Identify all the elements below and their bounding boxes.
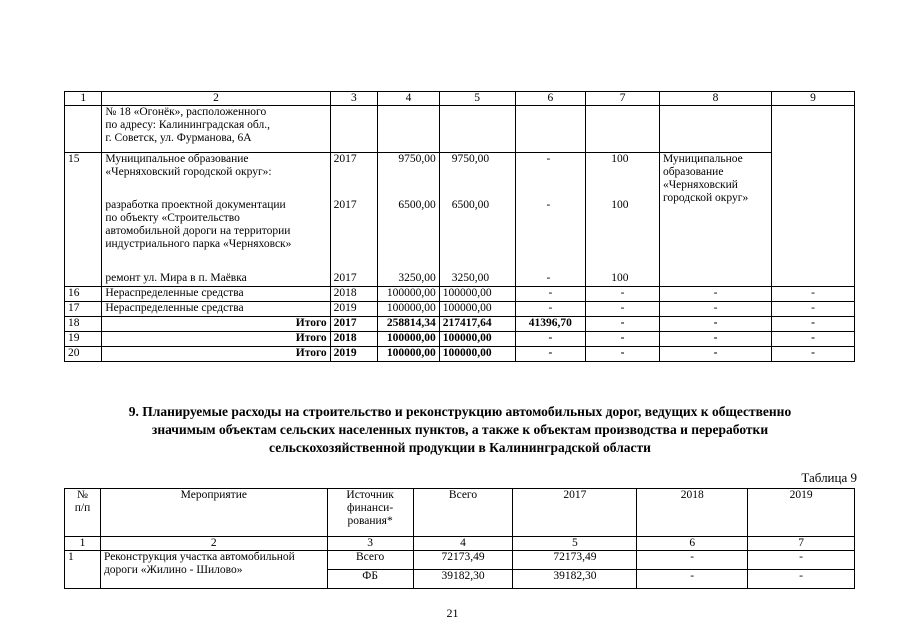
total-row: 19 Итого 2018 100000,00 100000,00 - - - - xyxy=(65,332,855,347)
col-number: 7 xyxy=(586,92,660,106)
row-number: 15 xyxy=(65,153,102,287)
continuation-row xyxy=(65,106,855,153)
table-row-15 xyxy=(65,153,855,287)
col-number: 5 xyxy=(439,92,515,106)
row15-col7: 100 100 100 xyxy=(586,153,660,287)
col-number: 9 xyxy=(772,92,855,106)
continuation-text: № 18 «Огонёк», расположенного по адресу: Калининградская обл., г. Советск, ул. Фурманова, 6А xyxy=(102,106,330,153)
total-row: 18 Итого 2017 258814,34 217417,64 41396,70 - - - xyxy=(65,317,855,332)
column-number-row: 1 2 3 4 5 6 7 xyxy=(65,537,855,551)
col-number: 8 xyxy=(659,92,771,106)
table-row: 16 Нераспределенные средства 2018 100000,00 100000,00 - - - - xyxy=(65,287,855,302)
upper-table xyxy=(64,91,855,362)
section-heading: 9. Планируемые расходы на строительство и реконструкцию автомобильных дорог, ведущих к общественно значимым объектам сельских населенных пунктов, а также к объектам производства и переработки сельскохозяйственной продукции в Калининградской области xyxy=(128,404,792,455)
col-number: 1 xyxy=(65,92,102,106)
row15-col6: - - - xyxy=(515,153,586,287)
header-row: № п/п Мероприятие Источник финанси- рования* Всего 2017 2018 2019 xyxy=(65,489,855,537)
page-number: 21 xyxy=(446,606,459,620)
col-number: 6 xyxy=(515,92,586,106)
row15-col5: 9750,00 6500,00 3250,00 xyxy=(439,153,515,287)
col-number: 3 xyxy=(330,92,377,106)
table-row: ФБ 39182,30 39182,30 - - xyxy=(65,570,855,589)
column-number-row xyxy=(65,92,855,106)
col-number: 2 xyxy=(102,92,330,106)
table-row: 1 Реконструкция участка автомобильной дороги «Жилино - Шилово» Всего 72173,49 72173,49 - - xyxy=(65,551,855,570)
total-row: 20 Итого 2019 100000,00 100000,00 - - - - xyxy=(65,347,855,362)
lower-table xyxy=(64,488,855,589)
table-row: 17 Нераспределенные средства 2019 100000,00 100000,00 - - - - xyxy=(65,302,855,317)
col-number: 4 xyxy=(378,92,440,106)
row15-years: 2017 2017 2017 xyxy=(330,153,377,287)
row15-col4: 9750,00 6500,00 3250,00 xyxy=(378,153,440,287)
row15-executor: Муниципальное образование «Черняховский городской округ» xyxy=(659,153,771,287)
row15-description: Муниципальное образование «Черняховский городской округ»: разработка проектной документации по объекту «Строительство автомобильной дороги на территории индустриального парка «Черняховск» ремонт ул. Мира в п. Маёвка xyxy=(102,153,330,287)
table-label: Таблица 9 xyxy=(801,470,857,485)
